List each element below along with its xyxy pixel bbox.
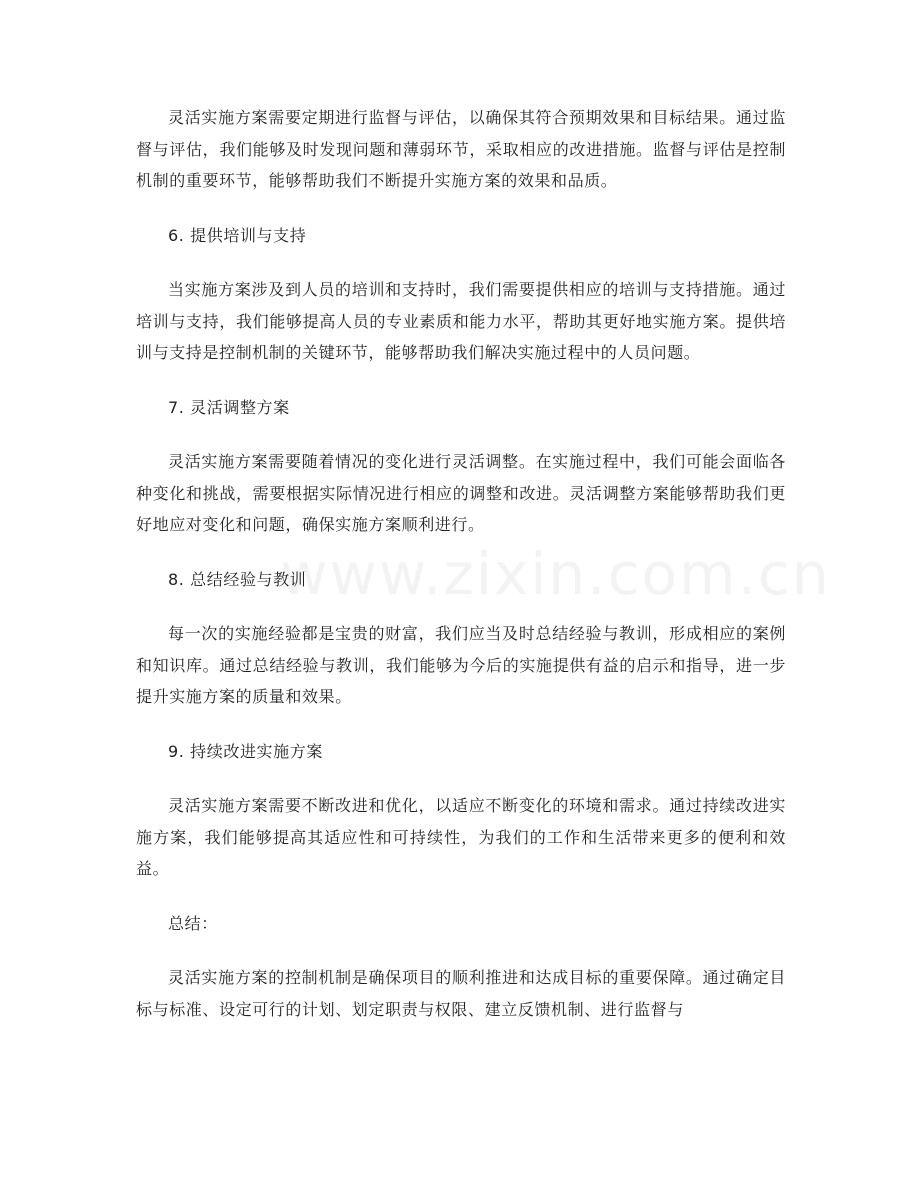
paragraph-summary: 灵活实施方案的控制机制是确保项目的顺利推进和达成目标的重要保障。通过确定目标与标准、设定可行的计划、划定职责与权限、建立反馈机制、进行监督与 [136,968,786,1019]
heading-provide-training: 6. 提供培训与支持 [168,225,307,245]
paragraph-provide-training: 当实施方案涉及到人员的培训和支持时，我们需要提供相应的培训与支持措施。通过培训与支持，我们能够提高人员的专业素质和能力水平，帮助其更好地实施方案。提供培训与支持是控制机制的关键环节，能够帮助我们解决实施过程中的人员问题。 [136,280,786,362]
watermark: www.zixin.com.cn [280,540,831,608]
paragraph-summarize-lessons: 每一次的实施经验都是宝贵的财富，我们应当及时总结经验与教训，形成相应的案例和知识库。通过总结经验与教训，我们能够为今后的实施提供有益的启示和指导，进一步提升实施方案的质量和效果。 [136,624,786,706]
heading-summary: 总结： [168,913,218,933]
heading-summarize-lessons: 8. 总结经验与教训 [168,569,307,589]
document-body [136,102,786,1025]
heading-continuous-improvement: 9. 持续改进实施方案 [168,741,323,761]
paragraph-flexible-adjustment: 灵活实施方案需要随着情况的变化进行灵活调整。在实施过程中，我们可能会面临各种变化和挑战，需要根据实际情况进行相应的调整和改进。灵活调整方案能够帮助我们更好地应对变化和问题，确保实施方案顺利进行。 [136,452,786,534]
paragraph-continuous-improvement: 灵活实施方案需要不断改进和优化，以适应不断变化的环境和需求。通过持续改进实施方案，我们能够提高其适应性和可持续性，为我们的工作和生活带来更多的便利和效益。 [136,796,786,878]
heading-flexible-adjustment: 7. 灵活调整方案 [168,397,290,417]
paragraph-monitoring-evaluation: 灵活实施方案需要定期进行监督与评估，以确保其符合预期效果和目标结果。通过监督与评估，我们能够及时发现问题和薄弱环节，采取相应的改进措施。监督与评估是控制机制的重要环节，能够帮助我们不断提升实施方案的效果和品质。 [136,108,786,190]
